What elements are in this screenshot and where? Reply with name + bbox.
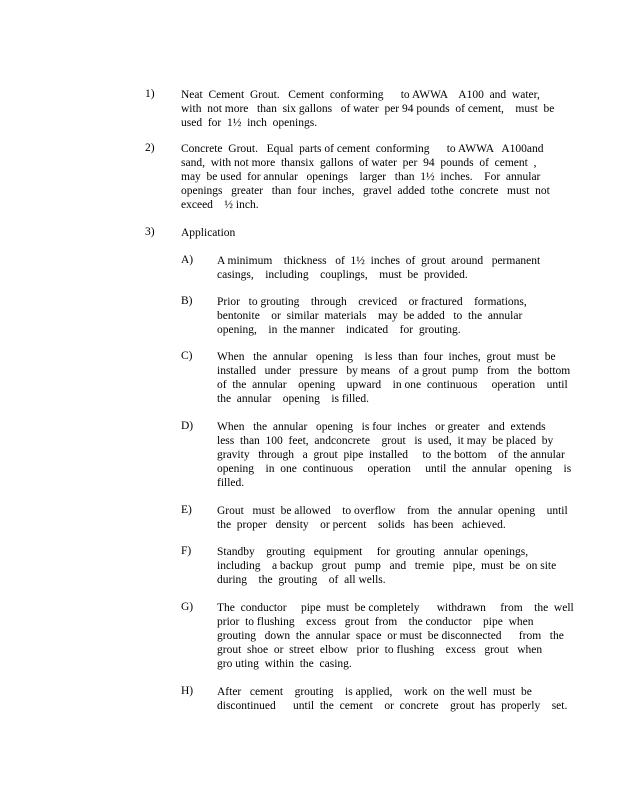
text-line: may be used for annular openings larger than 1½ inches. For annular	[181, 171, 541, 183]
text-line: Neat Cement Grout. Cement conforming to AWWA A100 and water,	[181, 89, 540, 101]
subitem-letter: D)	[181, 420, 194, 432]
text-line: When the annular opening is less than four inches, grout must be	[217, 351, 556, 363]
text-line: Concrete Grout. Equal parts of cement conforming to AWWA A100and	[181, 143, 544, 155]
text-line: with not more than six gallons of water per 94 pounds of cement, must be	[181, 103, 555, 115]
text-line: less than 100 feet, andconcrete grout is used, it may be placed by	[217, 435, 554, 447]
subitem-letter: G)	[181, 601, 194, 613]
text-line: Grout must be allowed to overflow from the annular opening until	[217, 505, 568, 517]
text-line: filled.	[217, 477, 245, 489]
text-line: including a backup grout pump and tremie pipe, must be on site	[217, 560, 557, 572]
text-line: discontinued until the cement or concrete grout has properly set.	[217, 700, 568, 712]
subitem-letter: C)	[181, 350, 193, 362]
text-line: casings, including couplings, must be provided.	[217, 269, 468, 281]
text-line: grouting down the annular space or must be disconnected from the	[217, 630, 564, 642]
section-number: 3)	[145, 226, 155, 238]
section-number: 2)	[145, 142, 155, 154]
text-line: When the annular opening is four inches or greater and extends	[217, 421, 546, 433]
text-line: prior to flushing excess grout from the conductor pipe when	[217, 616, 534, 628]
subitem-letter: E)	[181, 504, 192, 516]
text-line: opening, in the manner indicated for grouting.	[217, 324, 461, 336]
text-line: installed under pressure by means of a grout pump from the bottom	[217, 365, 571, 377]
text-line: gravity through a grout pipe installed to the bottom of the annular	[217, 449, 565, 461]
text-line: grout shoe or street elbow prior to flushing excess grout when	[217, 644, 543, 656]
text-line: A minimum thickness of 1½ inches of grout around permanent	[217, 255, 541, 267]
section-number: 1)	[145, 88, 155, 100]
text-line: Standby grouting equipment for grouting annular openings,	[217, 546, 529, 558]
text-line: exceed ½ inch.	[181, 199, 259, 211]
text-line: gro uting within the casing.	[217, 658, 352, 670]
text-line: bentonite or similar materials may be added to the annular	[217, 310, 523, 322]
subitem-letter: B)	[181, 295, 193, 307]
text-line: the annular opening is filled.	[217, 393, 370, 405]
subitem-letter: F)	[181, 545, 192, 557]
text-line: opening in one continuous operation until the annular opening is	[217, 463, 572, 475]
text-line: After cement grouting is applied, work on the well must be	[217, 686, 532, 698]
text-line: openings greater than four inches, gravel added tothe concrete must not	[181, 185, 550, 197]
subitem-letter: H)	[181, 685, 194, 697]
text-line: sand, with not more thansix gallons of water per 94 pounds of cement ,	[181, 157, 537, 169]
text-line: Prior to grouting through creviced or fractured formations,	[217, 296, 527, 308]
text-line: of the annular opening upward in one continuous operation until	[217, 379, 568, 391]
text-line: during the grouting of all wells.	[217, 574, 386, 586]
subitem-letter: A)	[181, 254, 194, 266]
section-title: Application	[181, 227, 236, 239]
text-line: used for 1½ inch openings.	[181, 117, 318, 129]
text-line: The conductor pipe must be completely withdrawn from the well	[217, 602, 574, 614]
text-line: the proper density or percent solids has been achieved.	[217, 519, 506, 531]
